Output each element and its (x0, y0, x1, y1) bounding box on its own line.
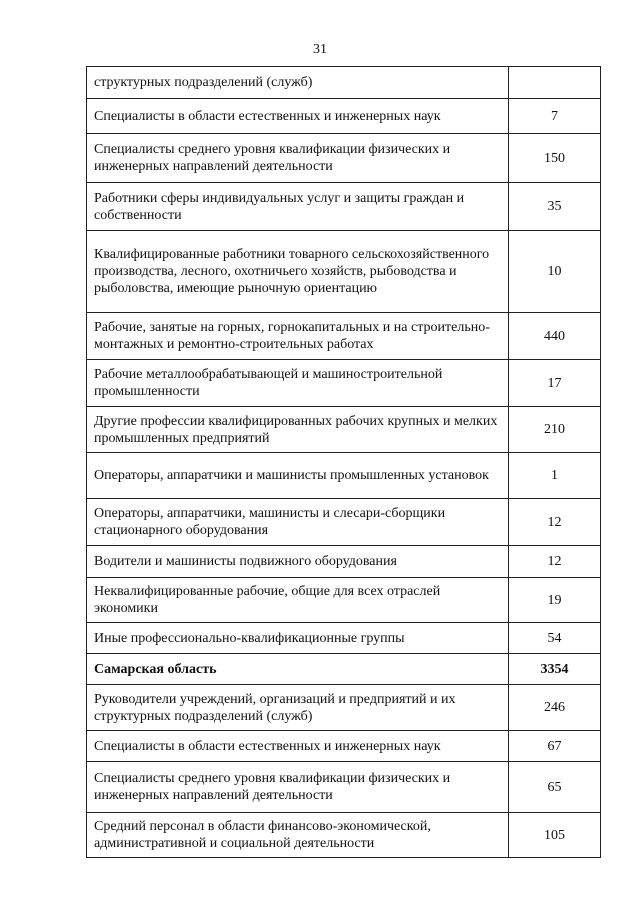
table-row (87, 134, 601, 183)
row-value: 12 (509, 499, 601, 546)
row-label: Другие профессии квалифицированных рабочих крупных и мелких промышленных предприятий (87, 407, 509, 453)
row-value: 246 (509, 685, 601, 731)
row-value: 35 (509, 183, 601, 231)
row-value: 1 (509, 453, 601, 499)
table-row (87, 313, 601, 360)
row-value: 19 (509, 578, 601, 623)
row-label: Рабочие, занятые на горных, горнокапитальных и на строительно-монтажных и ремонтно-строительных работах (87, 313, 509, 360)
table-row (87, 813, 601, 858)
table-row (87, 499, 601, 546)
row-label: Руководители учреждений, организаций и предприятий и их структурных подразделений (служб) (87, 685, 509, 731)
row-label: Средний персонал в области финансово-экономической, административной и социальной деятельности (87, 813, 509, 858)
row-label: Операторы, аппаратчики и машинисты промышленных установок (87, 453, 509, 499)
row-label: Иные профессионально-квалификационные группы (87, 623, 509, 654)
table-row (87, 623, 601, 654)
row-label: Специалисты среднего уровня квалификации физических и инженерных направлений деятельности (87, 762, 509, 813)
table-row (87, 183, 601, 231)
row-value: 12 (509, 546, 601, 578)
table-row (87, 762, 601, 813)
row-value: 210 (509, 407, 601, 453)
row-label: Работники сферы индивидуальных услуг и защиты граждан и собственности (87, 183, 509, 231)
page-number: 31 (313, 42, 327, 57)
row-value: 54 (509, 623, 601, 654)
table-row (87, 360, 601, 407)
row-label: Водители и машинисты подвижного оборудования (87, 546, 509, 578)
row-label: Специалисты в области естественных и инженерных наук (87, 99, 509, 134)
row-label: Специалисты в области естественных и инженерных наук (87, 731, 509, 762)
table-row (87, 731, 601, 762)
row-value (509, 67, 601, 99)
row-label: Рабочие металлообрабатывающей и машиностроительной промышленности (87, 360, 509, 407)
region-total-value: 3354 (509, 654, 601, 685)
table-row (87, 407, 601, 453)
table-row (87, 546, 601, 578)
row-value: 67 (509, 731, 601, 762)
table-row (87, 685, 601, 731)
staff-table (86, 66, 601, 858)
table-row (87, 231, 601, 313)
row-label: Операторы, аппаратчики, машинисты и слесари-сборщики стационарного оборудования (87, 499, 509, 546)
row-value: 17 (509, 360, 601, 407)
region-name: Самарская область (87, 654, 509, 685)
row-label: Неквалифицированные рабочие, общие для всех отраслей экономики (87, 578, 509, 623)
row-value: 10 (509, 231, 601, 313)
row-value: 440 (509, 313, 601, 360)
table-row (87, 99, 601, 134)
region-total-row (87, 654, 601, 685)
row-value: 150 (509, 134, 601, 183)
row-value: 7 (509, 99, 601, 134)
table-row (87, 67, 601, 99)
row-value: 105 (509, 813, 601, 858)
table-row (87, 453, 601, 499)
row-label: структурных подразделений (служб) (87, 67, 509, 99)
table-row (87, 578, 601, 623)
row-value: 65 (509, 762, 601, 813)
row-label: Специалисты среднего уровня квалификации физических и инженерных направлений деятельности (87, 134, 509, 183)
row-label: Квалифицированные работники товарного сельскохозяйственного производства, лесного, охотничьего хозяйств, рыбоводства и рыболовства, имеющие рыночную ориентацию (87, 231, 509, 313)
